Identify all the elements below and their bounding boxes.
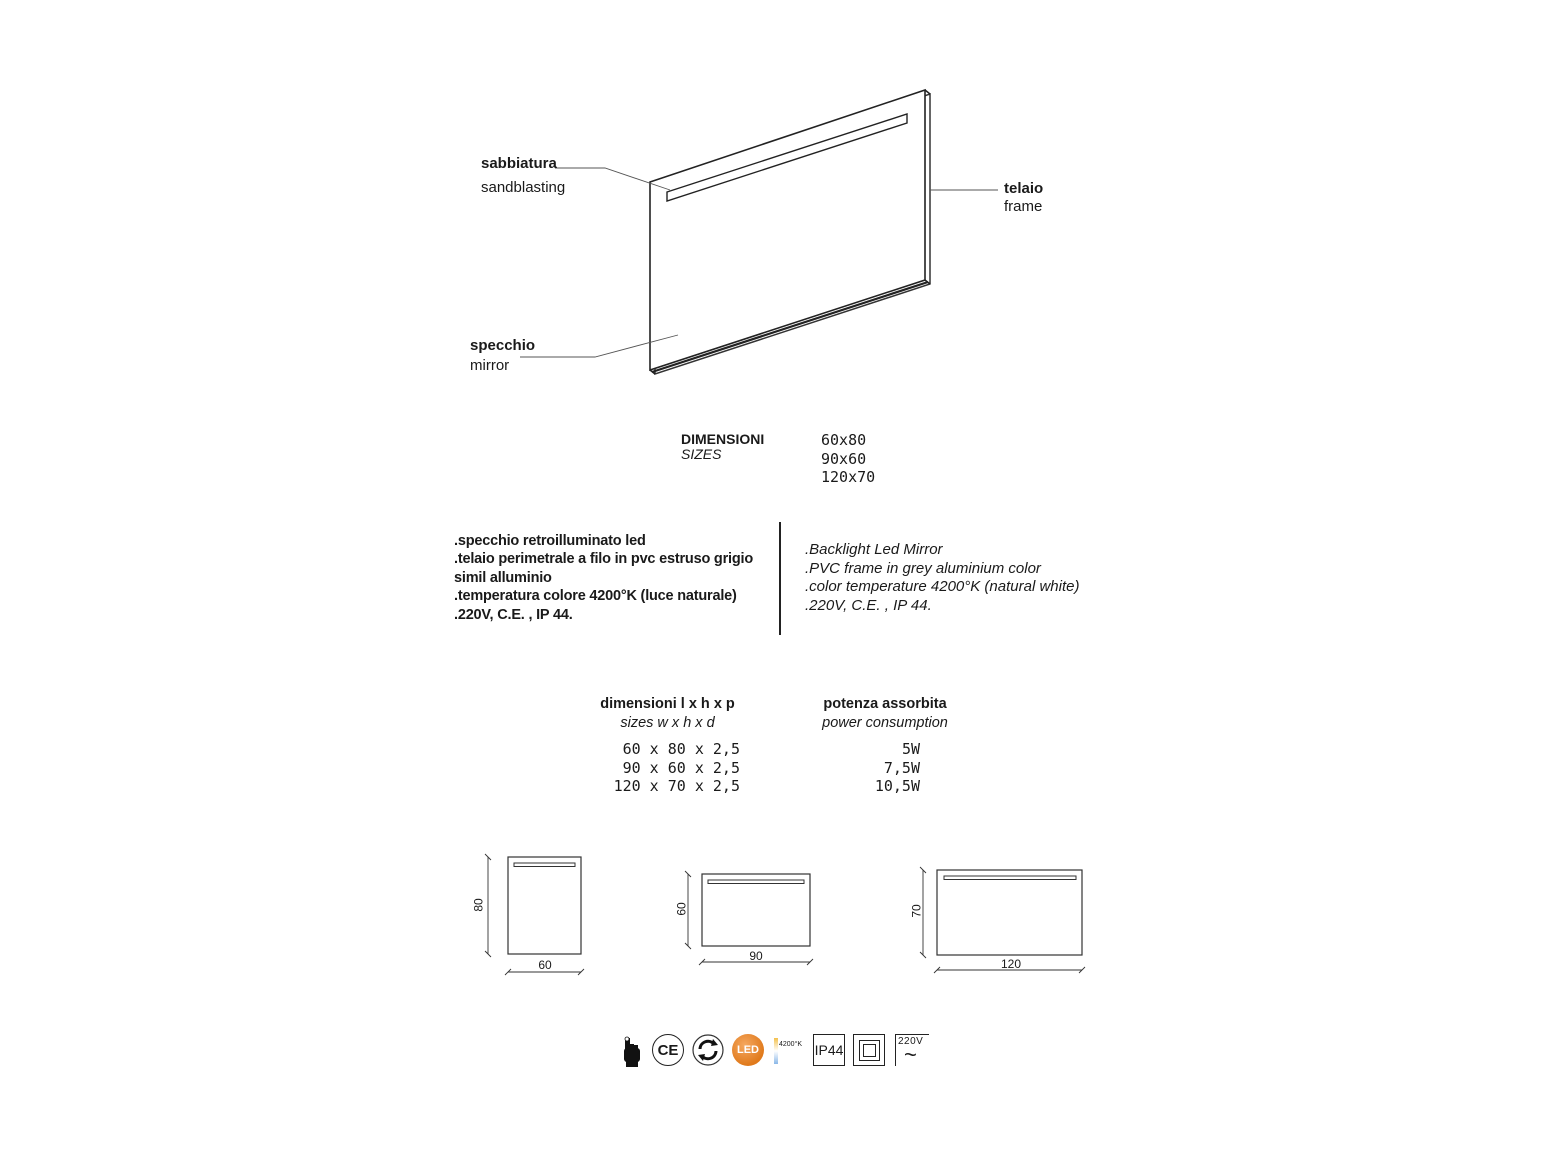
spec-size-cell: 90 x 60 x 2,5	[622, 758, 740, 777]
spec-power-cell: 10,5W	[874, 777, 920, 795]
spec-col1-header-it: dimensioni l x h x p	[600, 696, 735, 712]
feature-line-it: .220V, C.E. , IP 44.	[454, 606, 573, 623]
voltage-label: 220V	[898, 1036, 924, 1047]
feature-line-it: .temperatura colore 4200°K (luce naturale)	[454, 588, 737, 605]
frame-label-en: frame	[1004, 198, 1043, 215]
ip44-icon	[813, 1034, 845, 1066]
double-insulation-icon	[853, 1034, 885, 1066]
touch-switch-icon	[622, 1036, 644, 1068]
drawing-1-height-label: 80	[471, 898, 486, 912]
feature-line-en: .PVC frame in grey aluminium color	[805, 559, 1041, 577]
spec-col1-header-en: sizes w x h x d	[620, 715, 715, 731]
mirror-label-it: specchio	[470, 337, 536, 354]
feature-line-en: .Backlight Led Mirror	[805, 541, 943, 558]
led-badge-icon	[732, 1034, 764, 1066]
sizes-title-en: SIZES	[681, 446, 722, 463]
led-badge-label: LED	[737, 1044, 759, 1056]
spec-power-cell: 7,5W	[883, 758, 920, 777]
spec-size-cell: 60 x 80 x 2,5	[622, 740, 740, 758]
size-value: 60x80	[821, 431, 867, 449]
spec-power-cell: 5W	[901, 740, 920, 758]
ip44-label: IP44	[814, 1042, 844, 1058]
ce-mark-label: CE	[657, 1041, 679, 1059]
sandblasting-label-it: sabbiatura	[481, 155, 557, 172]
drawing-1-width-label: 60	[538, 958, 552, 972]
feature-line-it: simil alluminio	[454, 569, 552, 586]
spec-col2-header-it: potenza assorbita	[823, 696, 947, 712]
spec-size-cell: 120 x 70 x 2,5	[613, 777, 740, 795]
frame-label-it: telaio	[1004, 180, 1044, 197]
drawing-2-height-label: 60	[674, 902, 689, 916]
sandblasting-label-en: sandblasting	[481, 178, 566, 196]
drawing-2-width-label: 90	[749, 949, 763, 963]
feature-line-it: .telaio perimetrale a filo in pvc estruso grigio	[454, 551, 754, 568]
feature-line-en: .color temperature 4200°K (natural white)	[805, 578, 1080, 595]
feature-line-it: .specchio retroilluminato led	[454, 533, 646, 549]
drawing-3-height-label: 70	[909, 904, 924, 918]
spec-col2-header-en: power consumption	[822, 715, 948, 731]
sizes-title-it: DIMENSIONI	[681, 431, 765, 447]
voltage-220v-icon	[895, 1034, 929, 1066]
color-temperature-icon	[774, 1036, 810, 1066]
drawing-60x80	[485, 854, 584, 975]
ce-mark-icon	[652, 1034, 684, 1066]
feature-line-en: .220V, C.E. , IP 44.	[805, 596, 932, 614]
drawing-3-width-label: 120	[1000, 957, 1022, 971]
size-value: 120x70	[821, 468, 876, 486]
recycle-icon	[692, 1034, 724, 1066]
color-temperature-label: 4200°K	[779, 1041, 803, 1048]
mirror-label-en: mirror	[470, 356, 510, 374]
alternating-current-symbol: ~	[904, 1042, 917, 1067]
size-value: 90x60	[821, 449, 867, 468]
